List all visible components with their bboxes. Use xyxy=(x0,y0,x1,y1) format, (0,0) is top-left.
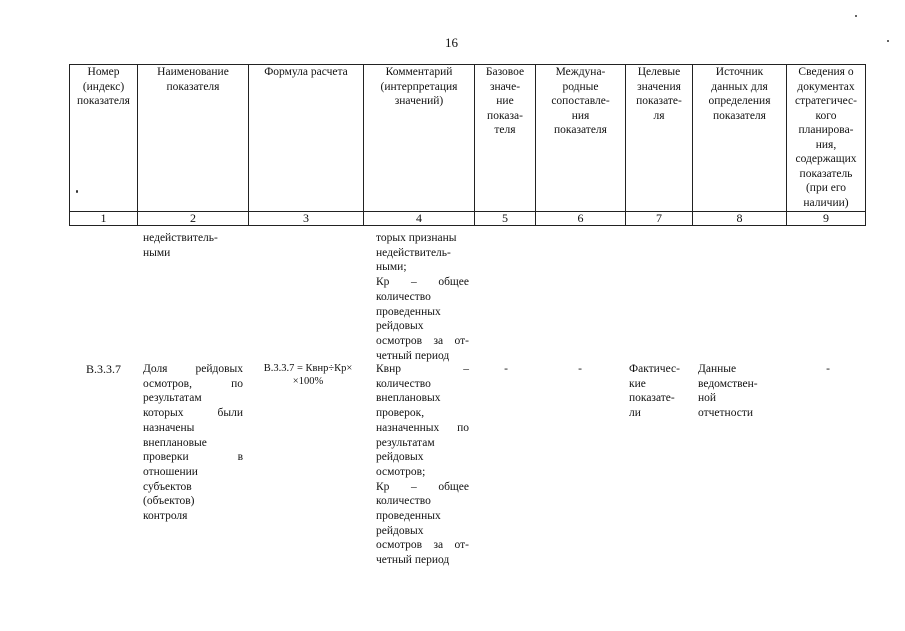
column-number: 8 xyxy=(693,212,787,226)
header-target: Целевые значения показате- ля xyxy=(626,65,693,212)
column-number: 1 xyxy=(70,212,138,226)
header-source: Источник данных для определения показателя xyxy=(693,65,787,212)
row-international: - xyxy=(578,363,582,375)
row-formula: В.3.3.7 = Квнр÷Кр× ×100% xyxy=(263,363,353,387)
column-number: 5 xyxy=(475,212,536,226)
header-base-value: Базовое значе- ние показа- теля xyxy=(475,65,536,212)
row-documents: - xyxy=(826,363,830,375)
header-name: Наименование показателя xyxy=(138,65,249,212)
row-name: Доля рейдовых осмотров, по результатам которых были назначены внеплановые проверки в отношении субъектов (объектов) контроля xyxy=(143,363,243,523)
row-target: Фактичес- кие показате- ли xyxy=(629,363,680,420)
row-index: В.3.3.7 xyxy=(86,362,122,376)
row-base-value: - xyxy=(504,363,508,375)
indicator-table-header xyxy=(69,64,866,226)
page-number: 16 xyxy=(445,35,458,50)
scan-speck xyxy=(887,40,889,42)
column-number: 4 xyxy=(364,212,475,226)
scan-speck xyxy=(76,190,78,193)
scan-speck xyxy=(855,15,857,17)
header-documents: Сведения о документах стратегичес- кого планирова- ния, содержащих показатель (при его наличии) xyxy=(787,65,866,212)
header-international: Междуна- родные сопоставле- ния показателя xyxy=(536,65,626,212)
comment-continuation: торых признаны недействитель- ными; Кр – общее количество проведенных рейдовых осмотров за от- четный период xyxy=(376,232,469,362)
column-number: 7 xyxy=(626,212,693,226)
column-number: 6 xyxy=(536,212,626,226)
name-continuation: недействитель- ными xyxy=(143,232,218,259)
header-formula: Формула расчета xyxy=(249,65,364,212)
column-number: 2 xyxy=(138,212,249,226)
column-number: 9 xyxy=(787,212,866,226)
row-comment: Квнр – количество внеплановых проверок, назначенных по результатам рейдовых осмотров; Кр – общее количество проведенных рейдовых осмотров за от- четный период xyxy=(376,363,469,567)
header-comment: Комментарий (интерпретация значений) xyxy=(364,65,475,212)
row-source: Данные ведомствен- ной отчетности xyxy=(698,363,758,420)
column-number: 3 xyxy=(249,212,364,226)
header-index: Номер (индекс) показателя xyxy=(70,65,138,212)
